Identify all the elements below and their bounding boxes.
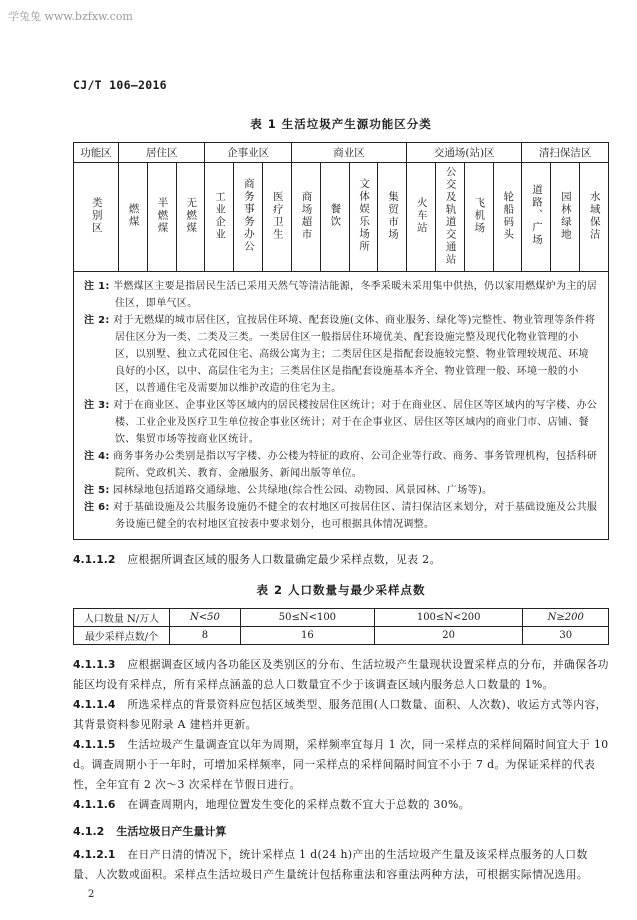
population-range: 50≤N<100 <box>240 609 374 627</box>
category-cell: 无燃煤 <box>176 163 205 272</box>
min-points-value: 8 <box>170 627 241 645</box>
group-header: 交通场(站)区 <box>407 143 522 163</box>
standard-code: CJ/T 106—2016 <box>73 78 167 92</box>
table-note: 注 3: 对于在商业区、企事业区等区域内的居民楼按居住区统计；对于在商业区、居住区等区域内的写字楼、办公楼、工业企业及医疗卫生单位按企事业区统计；对于在企事业区、居住区等区域内的商业门市、店铺、餐饮、集贸市场等按商业区统计。 <box>84 400 598 445</box>
category-cell: 火车站 <box>407 163 436 272</box>
row-label-category: 类别区 <box>74 163 119 272</box>
row-label: 最少采样点数/个 <box>74 627 170 645</box>
clause-4-1-1-6: 4.1.1.6 在调查周期内，地理位置发生变化的采样点数不宜大于总数的 30%。 <box>73 798 470 811</box>
category-cell: 园林绿地 <box>551 163 580 272</box>
category-cell: 道路、广场 <box>522 163 551 272</box>
clause-4-1-1-2: 4.1.1.2 应根据所调查区域的服务人口数量确定最少采样点数，见表 2。 <box>73 553 441 566</box>
table-row <box>74 627 609 645</box>
table-header-row <box>74 143 609 163</box>
category-cell: 医疗卫生 <box>263 163 292 272</box>
clause-4-1-2-1: 4.1.2.1 在日产日清的情况下，统计采样点 1 d(24 h)产出的生活垃圾产生量及该采样点服务的人口数量、人次数或面积。采样点生活垃圾日产生量统计包括称重法和容重法两种方法，可根据实际情况选用。 <box>73 848 589 881</box>
group-header: 居住区 <box>119 143 205 163</box>
table2-caption: 表 2 人口数量与最少采样点数 <box>256 583 426 597</box>
group-header: 商业区 <box>291 143 406 163</box>
category-cell: 文体娱乐场所 <box>349 163 378 272</box>
table-note: 注 2: 对于无燃煤的城市居住区，宜按居住环境、配套设施(文体、商业服务、绿化等)完整性、物业管理等条件将居住区分为一类、二类及三类。一类居住区一般指居住环境优美、配套设施完整及现代化物业管理的小区，以别墅、独立式花园住宅、高级公寓为主；二类居住区是指配套设施较完整、物业管理较规范、环境良好的小区，以中、高层住宅为主；三类居住区是指配套设施基本齐全、物业管理一般、环境一般的小区，以普通住宅及需要加以维护改造的住宅为主。 <box>84 315 596 394</box>
category-cell: 飞机场 <box>464 163 493 272</box>
function-zone-table <box>73 142 609 540</box>
min-points-value: 30 <box>523 627 609 645</box>
category-cell: 轮船码头 <box>493 163 522 272</box>
section-heading: 4.1.2 生活垃圾日产生量计算 <box>73 825 227 838</box>
table-note: 注 1: 半燃煤区主要是指居民生活已采用天然气等清洁能源，冬季采暖未采用集中供热，仍以家用燃煤炉为主的居住区，即单气区。 <box>84 281 598 309</box>
population-range: N≥200 <box>523 609 609 627</box>
group-header: 清扫保洁区 <box>522 143 609 163</box>
row-label: 人口数量 N/万人 <box>74 609 170 627</box>
notes-cell <box>74 272 609 540</box>
category-cell: 商务事务办公 <box>234 163 263 272</box>
watermark: 学兔兔 www.bzfxw.com <box>8 10 133 23</box>
category-cell: 工业企业 <box>205 163 234 272</box>
min-points-value: 20 <box>374 627 523 645</box>
category-cell: 燃煤 <box>119 163 148 272</box>
population-range: 100≤N<200 <box>374 609 523 627</box>
category-cell: 半燃煤 <box>147 163 176 272</box>
clause-4-1-1-3: 4.1.1.3 应根据调查区域内各功能区及类别区的分布、生活垃圾产生量现状设置采样点的分布，并确保各功能区均设有采样点，所有采样点涵盖的总人口数量宜不少于该调查区域内服务总人口数量的 1%。 <box>73 658 609 691</box>
table1-caption: 表 1 生活垃圾产生源功能区分类 <box>250 117 432 131</box>
table-note: 注 4: 商务事务办公类别是指以写字楼、办公楼为特征的政府、公司企业等行政、商务、事务管理机构，包括科研院所、党政机关、教育、金融服务、新闻出版等单位。 <box>84 451 598 479</box>
clause-4-1-1-4: 4.1.1.4 所选采样点的背景资料应包括区域类型、服务范围(人口数量、面积、人次数)、收运方式等内容，其背景资料参见附录 A 建档并更新。 <box>73 698 607 731</box>
table-note: 注 6: 对于基础设施及公共服务设施仍不健全的农村地区可按居住区、清扫保洁区来划分，对于基础设施及公共服务设施已健全的农村地区宜按表中要求划分，也可根据具体情况调整。 <box>84 502 598 530</box>
page-number: 2 <box>88 889 95 900</box>
clause-4-1-1-5: 4.1.1.5 生活垃圾产生量调查宜以年为周期，采样频率宜每月 1 次，同一采样点的采样间隔时间宜大于 10 d。调查周期小于一年时，可增加采样频率，同一采样点的采样间隔时间宜不小于 7 d。为保证采样的代表性，全年宜有 2 次～3 次采样在节假日进行。 <box>73 738 609 791</box>
group-header: 企事业区 <box>205 143 291 163</box>
table-note: 注 5: 园林绿地包括道路交通绿地、公共绿地(综合性公园、动物园、风景园林、广场等)。 <box>84 485 493 496</box>
population-range: N<50 <box>170 609 241 627</box>
category-cell: 集贸市场 <box>378 163 407 272</box>
row-label-function: 功能区 <box>74 143 119 163</box>
min-points-value: 16 <box>240 627 374 645</box>
category-cell: 商场超市 <box>291 163 320 272</box>
sampling-points-table <box>73 608 609 645</box>
category-row <box>74 163 609 272</box>
category-cell: 餐饮 <box>320 163 349 272</box>
category-cell: 水域保洁 <box>580 163 609 272</box>
category-cell: 公交及轨道交通站 <box>435 163 464 272</box>
notes-row <box>74 272 609 540</box>
table-row <box>74 609 609 627</box>
